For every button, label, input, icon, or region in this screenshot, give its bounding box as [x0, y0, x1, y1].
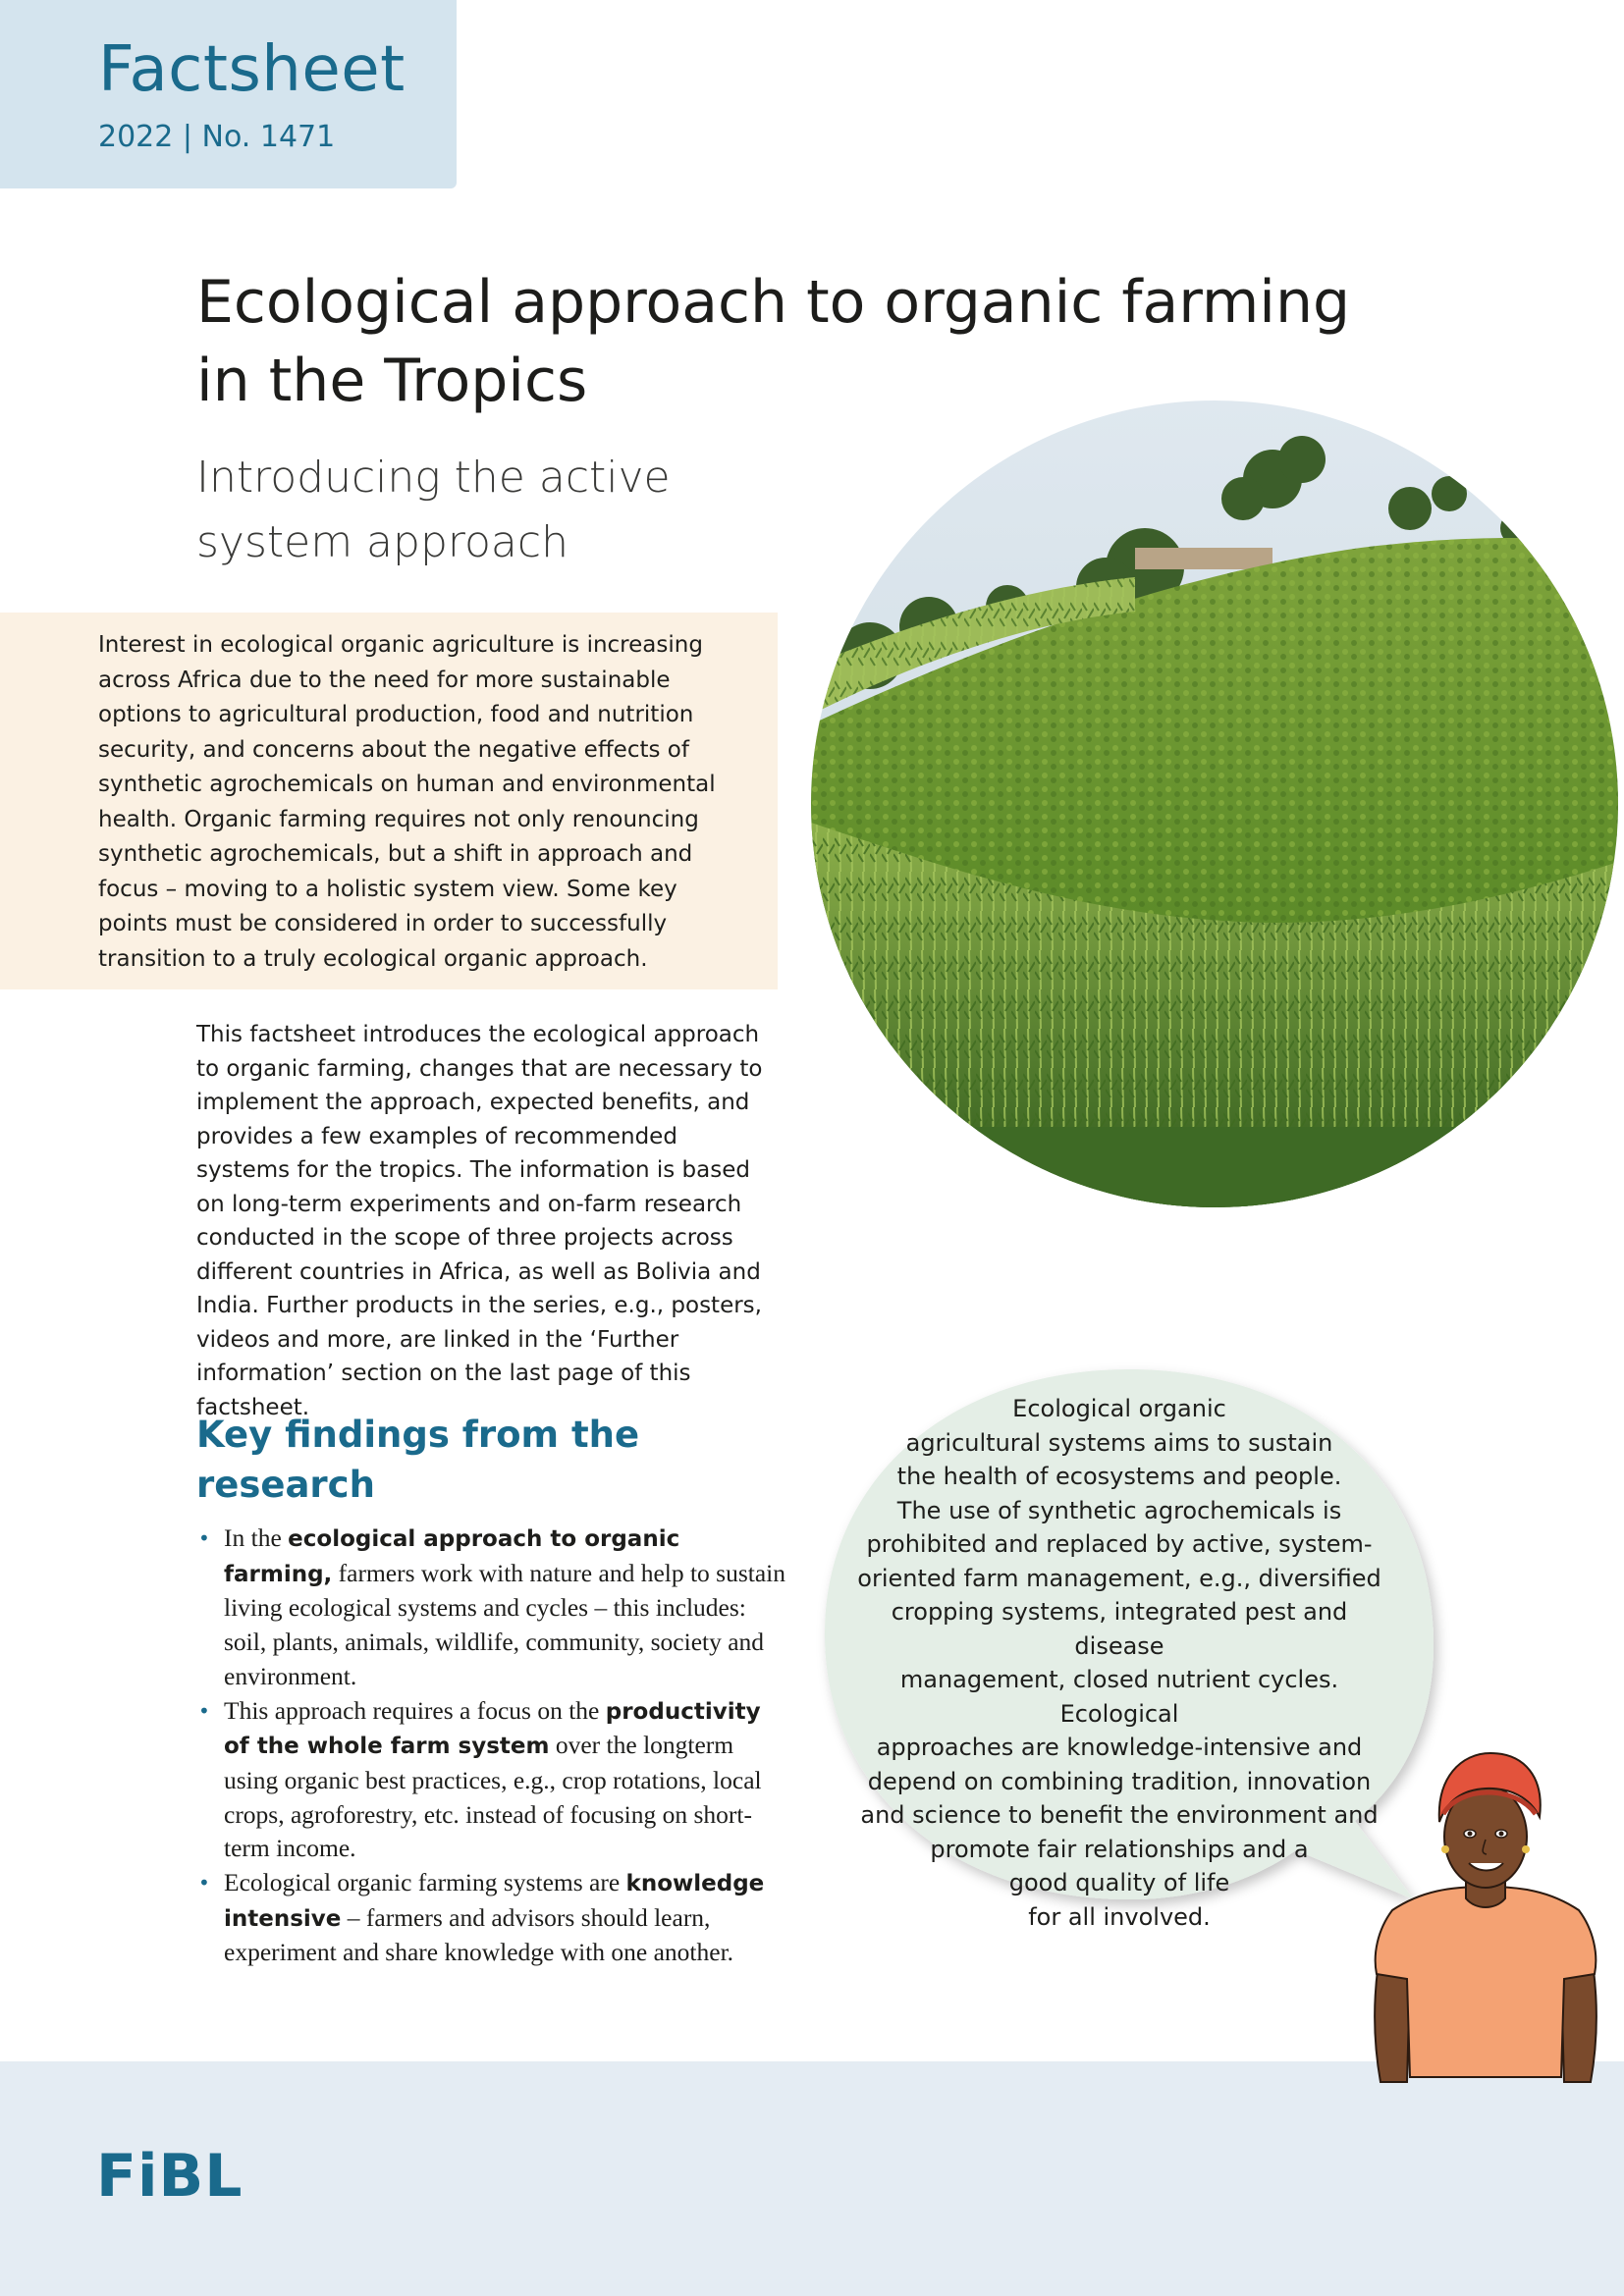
page-subtitle-line-2: system approach — [196, 517, 568, 567]
quote-line: for all involved. — [1028, 1902, 1211, 1931]
page-title-line-2: in the Tropics — [196, 347, 588, 415]
factsheet-label-title: Factsheet — [98, 33, 406, 106]
fibl-logo: FiBL — [96, 2142, 244, 2211]
finding-text-pre: Ecological organic farming systems are — [224, 1868, 626, 1897]
factsheet-label — [0, 0, 457, 188]
tea-and-maize-hillside-photo — [811, 400, 1618, 1207]
page-title — [196, 263, 1434, 420]
quote-line: and science to benefit the environment and — [860, 1801, 1379, 1829]
bullet-dot-icon: • — [198, 1871, 210, 1896]
quote-line: good quality of life — [1008, 1869, 1230, 1896]
quote-line: The use of synthetic agrochemicals is — [896, 1496, 1342, 1524]
intro-paragraph: Interest in ecological organic agriculture is increasing across Africa due to the need for more sustainable options to agricultural production, food and nutrition security, and concerns about the negative effects of synthetic agrochemicals on human and environmental health. Organic farming requires not only renouncing synthetic agrochemicals, but a shift in approach and focus – moving to a holistic system view. Some key points must be considered in order to successfully transition to a truly ecological organic approach. — [98, 632, 716, 972]
finding-text-bold: productivity of the whole farm system — [224, 1698, 761, 1760]
quote-line: prohibited and replaced by active, system- — [866, 1530, 1373, 1558]
finding-text-post: over the longterm using organic best practices, e.g., crop rotations, local crops, agroforestry, etc. instead of focusing on short-term income. — [224, 1731, 762, 1863]
quote-line: oriented farm management, e.g., diversified — [857, 1564, 1381, 1592]
finding-text-bold: ecological approach to organic farming, — [224, 1526, 680, 1587]
page-subtitle — [196, 446, 746, 575]
body-paragraph: This factsheet introduces the ecological approach to organic farming, changes that are necessary to implement the approach, expected benefits, and provides a few examples of recommended systems for the tropics. The information is based on long-term experiments and on-farm research conducted in the scope of three projects across different countries in Africa, as well as Bolivia and India. Further products in the series, e.g., posters, videos and more, are linked in the ‘Further information’ section on the last page of this factsheet. — [196, 1022, 763, 1420]
factsheet-issue-number: 2022 | No. 1471 — [98, 120, 336, 154]
quote-line: cropping systems, integrated pest and disease — [891, 1598, 1348, 1660]
quote-line: the health of ecosystems and people. — [896, 1463, 1342, 1490]
quote-line: management, closed nutrient cycles. Ecological — [899, 1666, 1339, 1728]
bullet-dot-icon: • — [198, 1526, 210, 1550]
list-item — [196, 1694, 785, 1867]
quote-text — [854, 1392, 1384, 1934]
list-item — [196, 1866, 785, 1970]
key-findings-heading: Key findings from the research — [196, 1414, 640, 1506]
finding-text-pre: This approach requires a focus on the — [224, 1695, 606, 1725]
page-title-line-1: Ecological approach to organic farming — [196, 268, 1351, 337]
page-subtitle-line-1: Introducing the active — [196, 453, 671, 503]
bullet-dot-icon: • — [198, 1698, 210, 1723]
finding-text-bold: knowledge intensive — [224, 1871, 765, 1932]
quote-line: promote fair relationships and a — [930, 1835, 1309, 1863]
finding-text-post: farmers work with nature and help to sustain living ecological systems and cycles – this includes: soil, plants, animals, wildlife, community, society and environment. — [224, 1558, 786, 1690]
quote-line: depend on combining tradition, innovation — [867, 1767, 1372, 1795]
finding-text-pre: In the — [224, 1523, 289, 1552]
list-item — [196, 1522, 785, 1694]
finding-text-post: – farmers and advisors should learn, experiment and share knowledge with one another. — [224, 1902, 734, 1967]
quote-line: approaches are knowledge-intensive and — [876, 1734, 1363, 1761]
key-findings-list — [196, 1522, 785, 1970]
quote-line: agricultural systems aims to sustain — [905, 1428, 1333, 1457]
woman-with-red-headscarf-illustration — [1353, 1743, 1618, 2097]
quote-line: Ecological organic — [1012, 1395, 1226, 1422]
